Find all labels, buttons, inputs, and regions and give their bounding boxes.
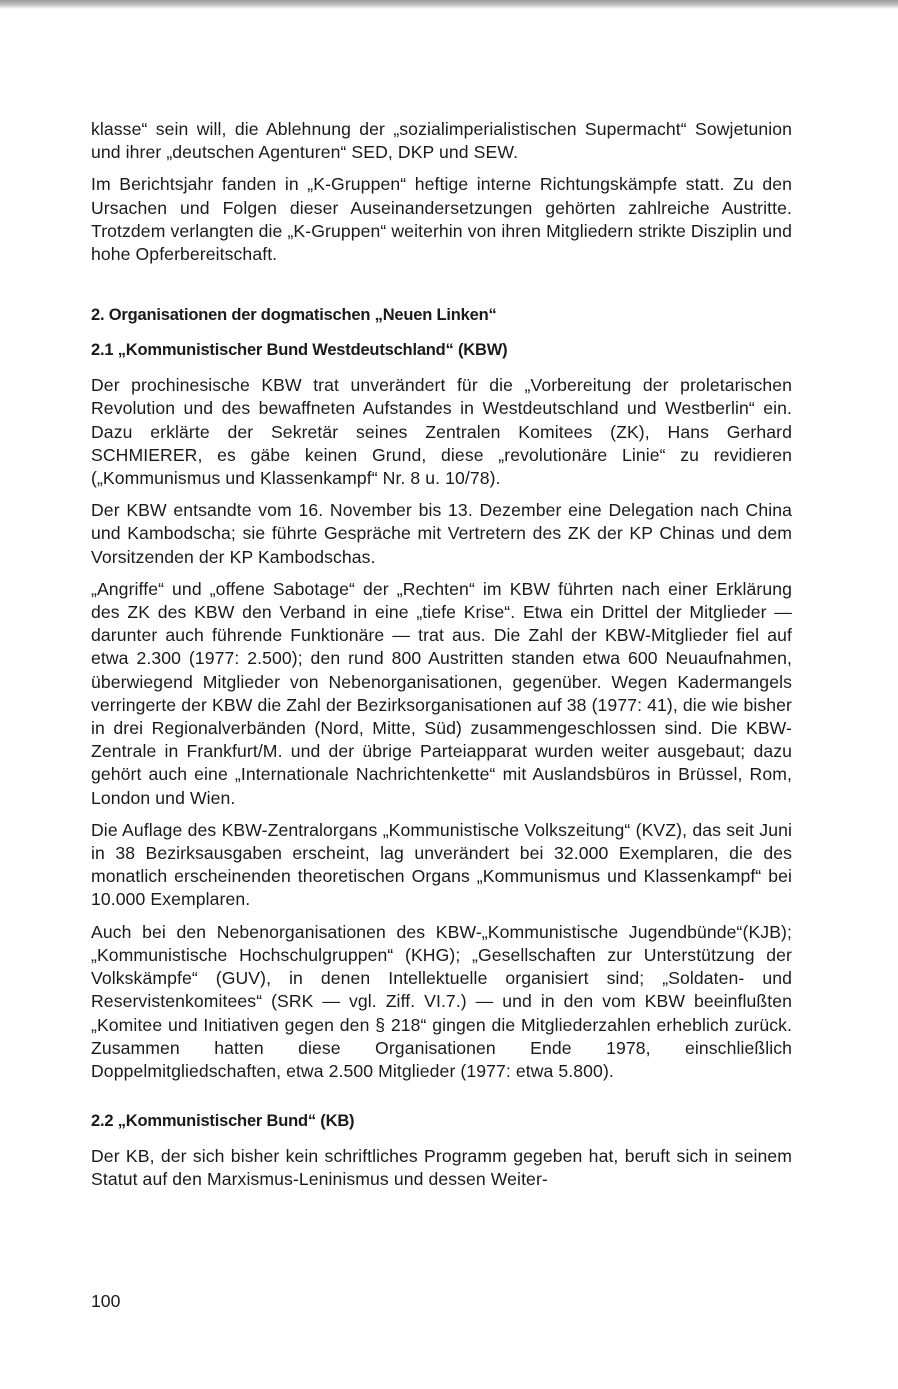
paragraph-kbw-5: Auch bei den Nebenorganisationen des KBW-„Kommunistische Jugendbünde“(KJB); „Kommunistische Hochschulgruppen“ (KHG); „Gesellschaften zur Unterstützung der Volkskämpfe“ (GUV), in denen Intellektuelle organisiert sind; „Soldaten- und Reservistenkomitees“ (SRK — vgl. Ziff. VI.7.) — und in den vom KBW beeinflußten „Komitee und Initiativen gegen den § 218“ gingen die Mitgliederzahlen erheblich zurück. Zusammen hatten diese Organisationen Ende 1978, einschließlich Doppelmitgliedschaften, etwa 2.500 Mitglieder (1977: etwa 5.800). bbox=[91, 921, 792, 1081]
scan-edge-shadow bbox=[0, 0, 898, 9]
section-heading-2: 2. Organisationen der dogmatischen „Neuen Linken“ bbox=[91, 306, 497, 325]
paragraph-kb-1: Der KB, der sich bisher kein schriftliches Programm gegeben hat, beruft sich in seinem Statut auf den Marxismus-Leninismus und dessen Weiter- bbox=[91, 1146, 792, 1190]
paragraph-kbw-2: Der KBW entsandte vom 16. November bis 13. Dezember eine Delegation nach China und Kambodscha; sie führte Gespräche mit Vertretern des ZK der KP Chinas und dem Vorsitzenden der KP Kambodschas. bbox=[91, 500, 792, 567]
section-heading-2-1: 2.1 „Kommunistischer Bund Westdeutschland“ (KBW) bbox=[91, 341, 508, 360]
page-number: 100 bbox=[91, 1291, 121, 1311]
paragraph-kbw-3: „Angriffe“ und „offene Sabotage“ der „Rechten“ im KBW führten nach einer Erklärung des ZK des KBW den Verband in eine „tiefe Krise“. Etwa ein Drittel der Mitglieder — darunter auch führende Funktionäre — trat aus. Die Zahl der KBW-Mitglieder fiel auf etwa 2.300 (1977: 2.500); den rund 800 Austritten standen etwa 600 Neuaufnahmen, überwiegend Mitglieder von Nebenorganisationen, gegenüber. Wegen Kadermangels verringerte der KBW die Zahl der Bezirksorganisationen auf 38 (1977: 41), die wie bisher in drei Regionalverbänden (Nord, Mitte, Süd) zusammengeschlossen sind. Die KBW-Zentrale in Frankfurt/M. und der übrige Parteiapparat wurden weiter ausgebaut; dazu gehört auch eine „Internationale Nachrichtenkette“ mit Auslandsbüros in Brüssel, Rom, London und Wien. bbox=[91, 578, 792, 808]
paragraph-intro-1: klasse“ sein will, die Ablehnung der „sozialimperialistischen Supermacht“ Sowjetunion und ihrer „deutschen Agenturen“ SED, DKP und SEW. bbox=[91, 119, 792, 163]
document-page bbox=[91, 118, 792, 1201]
paragraph-intro-2: Im Berichtsjahr fanden in „K-Gruppen“ heftige interne Richtungskämpfe statt. Zu den Ursachen und Folgen dieser Auseinandersetzungen gehörten zahlreiche Austritte. Trotzdem verlangten die „K-Gruppen“ weiterhin von ihren Mitgliedern strikte Disziplin und hohe Opferbereitschaft. bbox=[91, 174, 792, 265]
section-heading-2-2: 2.2 „Kommunistischer Bund“ (KB) bbox=[91, 1112, 355, 1131]
paragraph-kbw-1: Der prochinesische KBW trat unverändert für die „Vorbereitung der proletarischen Revolution und des bewaffneten Aufstandes in Westdeutschland und Westberlin“ ein. Dazu erklärte der Sekretär seines Zentralen Komitees (ZK), Hans Gerhard SCHMIERER, es gäbe keinen Grund, diese „revolutionäre Linie“ zu revidieren („Kommunismus und Klassenkampf“ Nr. 8 u. 10/78). bbox=[91, 375, 792, 489]
paragraph-kbw-4: Die Auflage des KBW-Zentralorgans „Kommunistische Volkszeitung“ (KVZ), das seit Juni in 38 Bezirksausgaben erscheint, lag unverändert bei 32.000 Exemplaren, die des monatlich erscheinenden theoretischen Organs „Kommunismus und Klassenkampf“ bei 10.000 Exemplaren. bbox=[91, 819, 792, 910]
